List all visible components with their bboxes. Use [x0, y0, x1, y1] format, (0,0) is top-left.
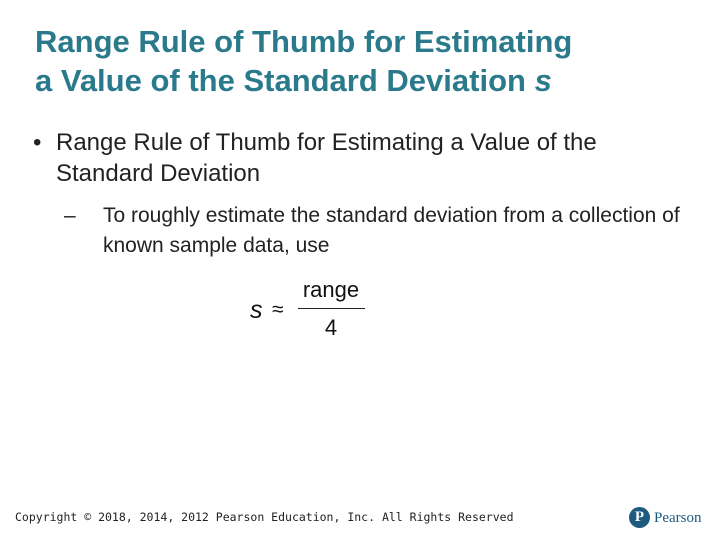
- slide-title: [35, 22, 695, 100]
- formula-denominator: 4: [324, 315, 338, 340]
- formula-numerator: range: [302, 277, 360, 302]
- bullet-text: Range Rule of Thumb for Estimating a Value of the Standard Deviation: [56, 129, 597, 187]
- title-line-2: [35, 61, 695, 100]
- pearson-mark-icon: [629, 507, 650, 528]
- copyright-footer: Copyright © 2018, 2014, 2012 Pearson Education, Inc. All Rights Reserved: [15, 510, 514, 524]
- sub-bullet-text: To roughly estimate the standard deviation from a collection of known sample data, use: [103, 204, 680, 257]
- pearson-wordmark: Pearson: [654, 510, 702, 526]
- fraction-bar: [298, 308, 365, 309]
- formula-approx-symbol: ≈: [272, 298, 284, 321]
- title-line-1: Range Rule of Thumb for Estimating: [35, 24, 573, 59]
- pearson-mark-letter: P: [634, 509, 645, 525]
- sub-bullet-dash: –: [64, 204, 76, 227]
- pearson-logo: [629, 507, 709, 531]
- title-variable: s: [534, 63, 552, 98]
- formula-lhs: s: [250, 296, 263, 324]
- title-line-2-text: a Value of the Standard Deviation: [35, 63, 526, 98]
- bullet-dot: •: [33, 129, 42, 156]
- range-rule-formula: [248, 277, 378, 347]
